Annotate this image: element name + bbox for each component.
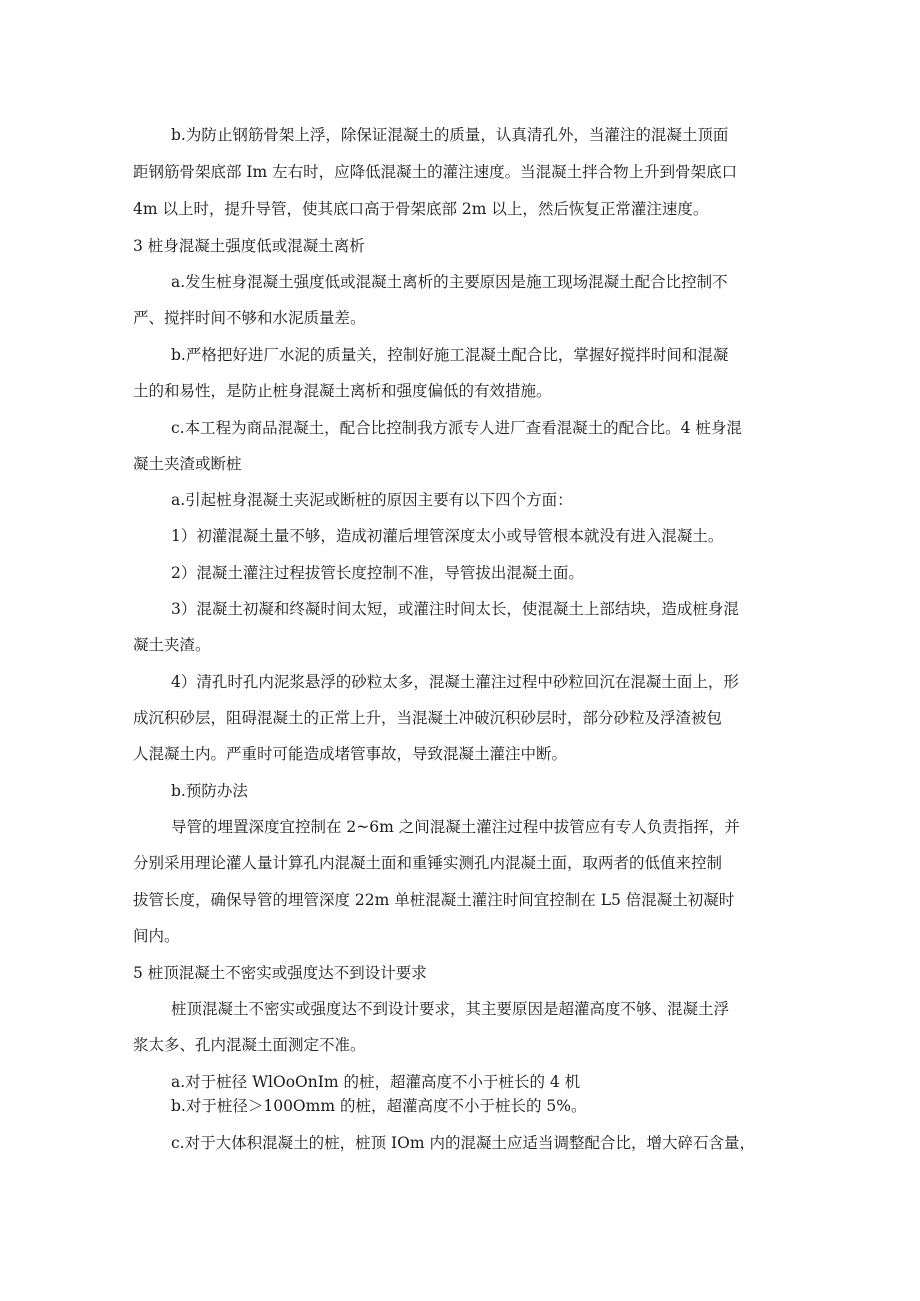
list-item: 1）初灌混凝土量不够，造成初灌后埋管深度太小或导管根本就没有进入混凝土。 (171, 527, 724, 545)
paragraph-line: b.对于桩径＞100Omm 的桩，超灌高度不小于桩长的 5%。 (171, 1097, 587, 1115)
paragraph-line: a.对于桩径 WlOoOnIm 的桩，超灌高度不小于桩长的 4 机 (171, 1073, 581, 1091)
list-item: 成沉积砂层，阻碍混凝土的正常上升，当混凝土冲破沉积砂层时，部分砂粒及浮渣被包 (133, 709, 723, 727)
paragraph-line: 间内。 (133, 927, 180, 945)
paragraph-line: b.为防止钢筋骨架上浮，除保证混凝土的质量，认真清孔外，当灌注的混凝土顶面 (171, 126, 729, 144)
paragraph-line: 距钢筋骨架底部 Im 左右时，应降低混凝土的灌注速度。当混凝土拌合物上升到骨架底口 (133, 163, 738, 181)
list-item: 3）混凝土初凝和终凝时间太短，或灌注时间太长，使混凝土上部结块，造成桩身混 (171, 600, 739, 618)
paragraph-line: 桩顶混凝土不密实或强度达不到设计要求，其主要原因是超灌高度不够、混凝土浮 (171, 1000, 730, 1018)
list-item: 凝土夹渣。 (133, 636, 211, 654)
paragraph-line: 凝土夹渣或断桩 (133, 455, 242, 473)
paragraph-line: 浆太多、孔内混凝土面测定不准。 (133, 1036, 366, 1054)
paragraph-line: 分别采用理论灌人量计算孔内混凝土面和重锤实测孔内混凝土面，取两者的低值来控制 (133, 854, 723, 872)
list-item: 4）清孔时孔内泥浆悬浮的砂粒太多，混凝土灌注过程中砂粒回沉在混凝土面上，形 (171, 673, 739, 691)
paragraph-line: c.对于大体积混凝土的桩，桩顶 IOm 内的混凝土应适当调整配合比，增大碎石含量， (171, 1134, 755, 1152)
list-item: 2）混凝土灌注过程拔管长度控制不准，导管拔出混凝土面。 (171, 564, 584, 582)
paragraph-line: 土的和易性，是防止桩身混凝土离析和强度偏低的有效措施。 (133, 382, 552, 400)
paragraph-line: c.本工程为商品混凝土，配合比控制我方派专人进厂查看混凝土的配合比。4 桩身混 (171, 419, 742, 437)
section-heading: 5 桩顶混凝土不密实或强度达不到设计要求 (133, 964, 427, 982)
paragraph-line: 导管的埋置深度宜控制在 2~6m 之间混凝土灌注过程中拔管应有专人负责指挥，并 (171, 818, 740, 836)
paragraph-line: 严、搅拌时间不够和水泥质量差。 (133, 309, 366, 327)
list-item: 人混凝土内。严重时可能造成堵管事故，导致混凝土灌注中断。 (133, 745, 568, 763)
section-heading: 3 桩身混凝土强度低或混凝土离析 (133, 237, 365, 255)
paragraph-line: a.引起桩身混凝土夹泥或断桩的原因主要有以下四个方面： (171, 491, 573, 509)
paragraph-line: a.发生桩身混凝土强度低或混凝土离析的主要原因是施工现场混凝土配合比控制不 (171, 273, 728, 291)
paragraph-line: 拔管长度，确保导管的埋管深度 22m 单桩混凝土灌注时间宜控制在 L5 倍混凝土初凝时 (133, 891, 735, 909)
paragraph-line: b.预防办法 (171, 782, 248, 800)
paragraph-line: 4m 以上时，提升导管，使其底口高于骨架底部 2m 以上，然后恢复正常灌注速度。 (133, 200, 709, 218)
paragraph-line: b.严格把好进厂水泥的质量关，控制好施工混凝土配合比，掌握好搅拌时间和混凝 (171, 346, 729, 364)
